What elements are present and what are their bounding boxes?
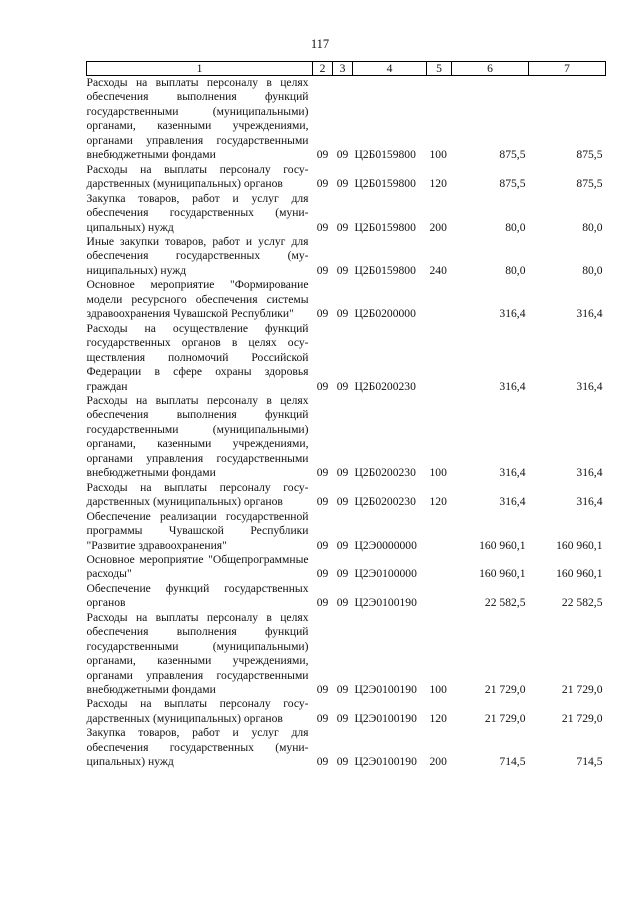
column-header: 7 [529,62,606,76]
amount-col6: 80,0 [505,220,526,234]
target-article-code: Ц2Б0200000 [354,307,416,321]
expense-name: Расходы на выплаты персоналу государственных (муниципальных) органов [86,697,309,725]
subsection-code: 09 [336,538,349,552]
target-article-code: Ц2Б0159800 [354,263,416,277]
expense-name: Расходы на выплаты персоналу в целях обеспечения выполнения функций государственными (муниципальными) органами, казенными учреждениями, органами управления государственными внебюджетными фондами [86,610,309,697]
section-code: 09 [316,596,329,610]
expense-type-code: 100 [429,466,447,480]
amount-col7: 875,5 [576,177,603,191]
amount-col6: 316,4 [499,379,526,393]
expense-name: Обеспечение функций государственных органов [86,581,309,610]
budget-table [86,61,606,770]
expense-name: Обеспечение реализации государственной программы Чувашской Республики "Развитие здравоохранения" [86,509,309,552]
amount-col6: 875,5 [499,148,526,162]
expense-name: Расходы на выплаты персоналу государственных (муниципальных) органов [86,480,309,509]
target-article-code: Ц2Э0100190 [354,683,417,697]
section-code: 09 [316,711,329,725]
section-code: 09 [316,538,329,552]
amount-col7: 80,0 [582,263,603,277]
amount-col7: 160 960,1 [556,567,603,581]
expense-type-code: 120 [429,495,447,509]
section-code: 09 [316,683,329,697]
expense-name: Расходы на выплаты персоналу государственных (муниципальных) органов [86,162,309,191]
amount-col6: 160 960,1 [479,538,526,552]
section-code: 09 [316,307,329,321]
table-row [87,582,606,611]
amount-col6: 21 729,0 [484,683,526,697]
amount-col6: 875,5 [499,177,526,191]
expense-type-code [427,582,452,611]
section-code: 09 [316,148,329,162]
amount-col6: 316,4 [499,466,526,480]
subsection-code: 09 [336,379,349,393]
table-row [87,322,606,394]
subsection-code: 09 [336,220,349,234]
table-row [87,394,606,481]
expense-type-code [427,553,452,582]
target-article-code: Ц2Э0100190 [354,711,417,725]
amount-col6: 21 729,0 [484,711,526,725]
table-row [87,163,606,192]
subsection-code: 09 [336,755,349,769]
expense-name: Иные закупки товаров, работ и услуг для обеспечения государственных (муниципальных) нужд [86,234,309,277]
subsection-code: 09 [336,307,349,321]
table-row [87,76,606,163]
section-code: 09 [316,220,329,234]
subsection-code: 09 [336,263,349,277]
section-code: 09 [316,755,329,769]
table-row [87,697,606,726]
section-code: 09 [316,263,329,277]
subsection-code: 09 [336,596,349,610]
amount-col7: 714,5 [576,755,603,769]
expense-type-code: 120 [429,177,447,191]
amount-col6: 316,4 [499,495,526,509]
table-row [87,192,606,235]
expense-name: Расходы на осуществление функций государственных органов в целях осуществления полномочий Российской Федерации в сфере охраны здоровья граждан [86,321,309,393]
column-header: 3 [333,62,353,76]
column-header: 5 [427,62,452,76]
target-article-code: Ц2Э0100190 [354,596,417,610]
expense-type-code: 200 [429,220,447,234]
amount-col6: 160 960,1 [479,567,526,581]
amount-col6: 714,5 [499,755,526,769]
amount-col7: 21 729,0 [561,683,603,697]
target-article-code: Ц2Э0100000 [354,567,417,581]
expense-type-code: 200 [429,755,447,769]
expense-name: Расходы на выплаты персоналу в целях обеспечения выполнения функций государственными (муниципальными) органами, казенными учреждениями, органами управления государственными внебюджетными фондами [86,76,309,162]
expense-type-code: 100 [429,148,447,162]
expense-name: Закупка товаров, работ и услуг для обеспечения государственных (муниципальных) нужд [86,191,309,234]
amount-col7: 21 729,0 [561,711,603,725]
amount-col6: 80,0 [505,263,526,277]
expense-type-code: 100 [429,683,447,697]
expense-name: Расходы на выплаты персоналу в целях обеспечения выполнения функций государственными (муниципальными) органами, казенными учреждениями, органами управления государственными внебюджетными фондами [86,393,309,480]
target-article-code: Ц2Б0200230 [354,466,416,480]
column-header: 4 [353,62,427,76]
amount-col7: 160 960,1 [556,538,603,552]
section-code: 09 [316,379,329,393]
subsection-code: 09 [336,177,349,191]
amount-col7: 80,0 [582,220,603,234]
amount-col6: 22 582,5 [484,596,526,610]
amount-col6: 316,4 [499,307,526,321]
subsection-code: 09 [336,683,349,697]
table-header-row [87,62,606,76]
subsection-code: 09 [336,711,349,725]
section-code: 09 [316,567,329,581]
amount-col7: 316,4 [576,495,603,509]
column-header: 6 [452,62,529,76]
page-number: 117 [310,37,330,51]
table-row [87,481,606,510]
amount-col7: 316,4 [576,307,603,321]
expense-type-code [427,510,452,553]
subsection-code: 09 [336,148,349,162]
expense-type-code [427,322,452,394]
table-body [87,76,606,770]
subsection-code: 09 [336,567,349,581]
table-row [87,510,606,553]
expense-type-code: 120 [429,711,447,725]
table-row [87,553,606,582]
table-row [87,235,606,278]
table-row [87,726,606,769]
section-code: 09 [316,177,329,191]
expense-name: Основное мероприятие "Формирование модели ресурсного обеспечения системы здравоохранения Чувашской Республики" [86,278,309,321]
subsection-code: 09 [336,495,349,509]
target-article-code: Ц2Б0159800 [354,148,416,162]
section-code: 09 [316,495,329,509]
column-header: 1 [87,62,313,76]
target-article-code: Ц2Б0159800 [354,177,416,191]
amount-col7: 22 582,5 [561,596,603,610]
amount-col7: 875,5 [576,148,603,162]
amount-col7: 316,4 [576,379,603,393]
section-code: 09 [316,466,329,480]
expense-type-code: 240 [429,263,447,277]
expense-type-code [427,278,452,321]
subsection-code: 09 [336,466,349,480]
expense-name: Закупка товаров, работ и услуг для обеспечения государственных (муниципальных) нужд [86,726,309,769]
amount-col7: 316,4 [576,466,603,480]
target-article-code: Ц2Э0100190 [354,755,417,769]
target-article-code: Ц2Э0000000 [354,538,417,552]
table-row [87,278,606,321]
target-article-code: Ц2Б0159800 [354,220,416,234]
table-row [87,611,606,698]
target-article-code: Ц2Б0200230 [354,379,416,393]
column-header: 2 [313,62,333,76]
target-article-code: Ц2Б0200230 [354,495,416,509]
expense-name: Основное мероприятие "Общепрограммные расходы" [86,552,309,581]
